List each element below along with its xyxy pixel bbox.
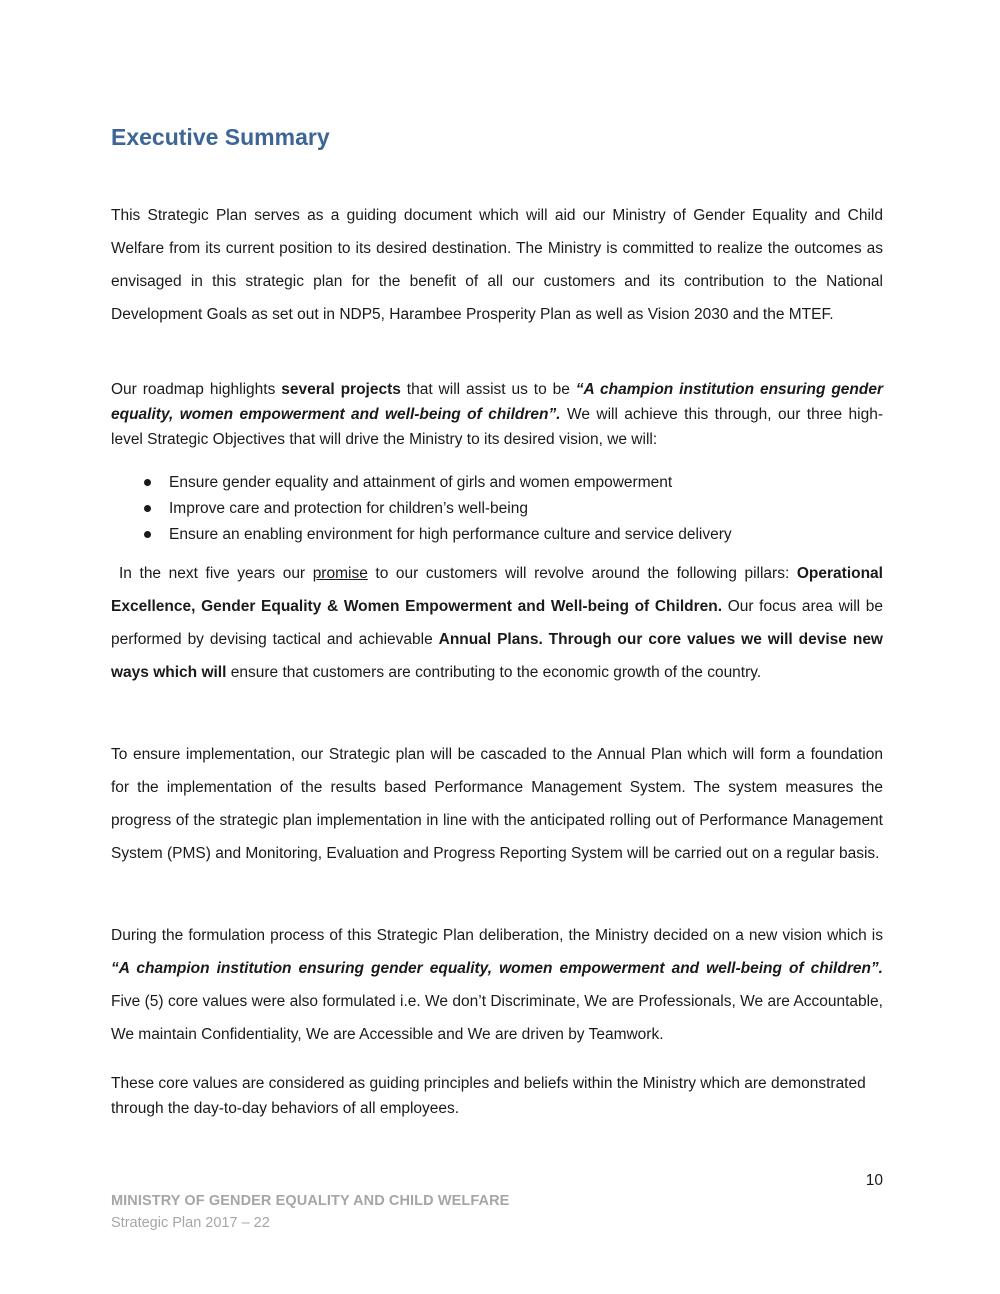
list-item <box>111 496 883 522</box>
paragraph-formulation <box>111 919 883 1051</box>
list-item-text: Ensure an enabling environment for high performance culture and service delivery <box>169 526 732 543</box>
roadmap-bold-projects: several projects <box>281 381 401 398</box>
footer-plan-title: Strategic Plan 2017 – 22 <box>111 1215 270 1231</box>
bullet-icon <box>144 531 151 538</box>
promise-text-2: to our customers will revolve around the following pillars: <box>367 565 797 582</box>
list-item <box>111 522 883 548</box>
formulation-text-2: Five (5) core values were also formulated i.e. We don’t Discriminate, We are Professionals, We are Accountable, We maintain Confidentiality, We are Accessible and We are driven by Teamwork. <box>111 993 883 1043</box>
roadmap-text-1: Our roadmap highlights <box>111 381 282 398</box>
promise-bold-plans: Annual Plans. Through our core values we will devise new ways which will <box>111 631 883 681</box>
promise-text-4: ensure that customers are contributing to the economic growth of the country. <box>226 664 762 681</box>
list-item-text: Improve care and protection for children’s well-being <box>169 500 528 517</box>
objectives-list <box>111 470 883 548</box>
promise-underlined: promise <box>312 565 368 582</box>
bullet-icon <box>144 479 151 486</box>
promise-text-1: In the next five years our <box>119 565 313 582</box>
roadmap-text-2: that will assist us to be <box>400 381 576 398</box>
list-item <box>111 470 883 496</box>
paragraph-intro: This Strategic Plan serves as a guiding document which will aid our Ministry of Gender Equality and Child Welfare from its current position to its desired destination. The Ministry is committed to realize the outcomes as envisaged in this strategic plan for the benefit of all our customers and its contribution to the National Development Goals as set out in NDP5, Harambee Prosperity Plan as well as Vision 2030 and the MTEF. <box>111 207 883 323</box>
list-item-text: Ensure gender equality and attainment of girls and women empowerment <box>169 474 673 491</box>
footer-organization: MINISTRY OF GENDER EQUALITY AND CHILD WELFARE <box>111 1193 510 1209</box>
paragraph-promise <box>111 557 883 689</box>
roadmap-vision-quote: “A champion institution ensuring gender equality, women empowerment and well-being of children”. <box>111 381 884 423</box>
bullet-icon <box>144 505 151 512</box>
page-title: Executive Summary <box>111 124 330 150</box>
formulation-vision-quote: “A champion institution ensuring gender equality, women empowerment and well-being of children”. <box>111 960 883 977</box>
formulation-text-1: During the formulation process of this Strategic Plan deliberation, the Ministry decided on a new vision which is <box>111 927 883 944</box>
paragraph-implementation: To ensure implementation, our Strategic plan will be cascaded to the Annual Plan which will form a foundation for the implementation of the results based Performance Management System. The system measures the progress of the strategic plan implementation in line with the anticipated rolling out of Performance Management System (PMS) and Monitoring, Evaluation and Progress Reporting System will be carried out on a regular basis. <box>111 746 883 862</box>
promise-text-3: Our focus area will be performed by devising tactical and achievable <box>111 598 883 648</box>
roadmap-text-3: We will achieve this through, our three high-level Strategic Objectives that will drive the Ministry to its desired vision, we will: <box>111 406 883 448</box>
paragraph-roadmap <box>111 377 883 452</box>
paragraph-core-values: These core values are considered as guiding principles and beliefs within the Ministry which are demonstrated through the day-to-day behaviors of all employees. <box>111 1075 866 1117</box>
page-number: 10 <box>865 1172 883 1189</box>
promise-bold-pillars: Operational Excellence, Gender Equality & Women Empowerment and Well-being of Children. <box>111 565 883 615</box>
